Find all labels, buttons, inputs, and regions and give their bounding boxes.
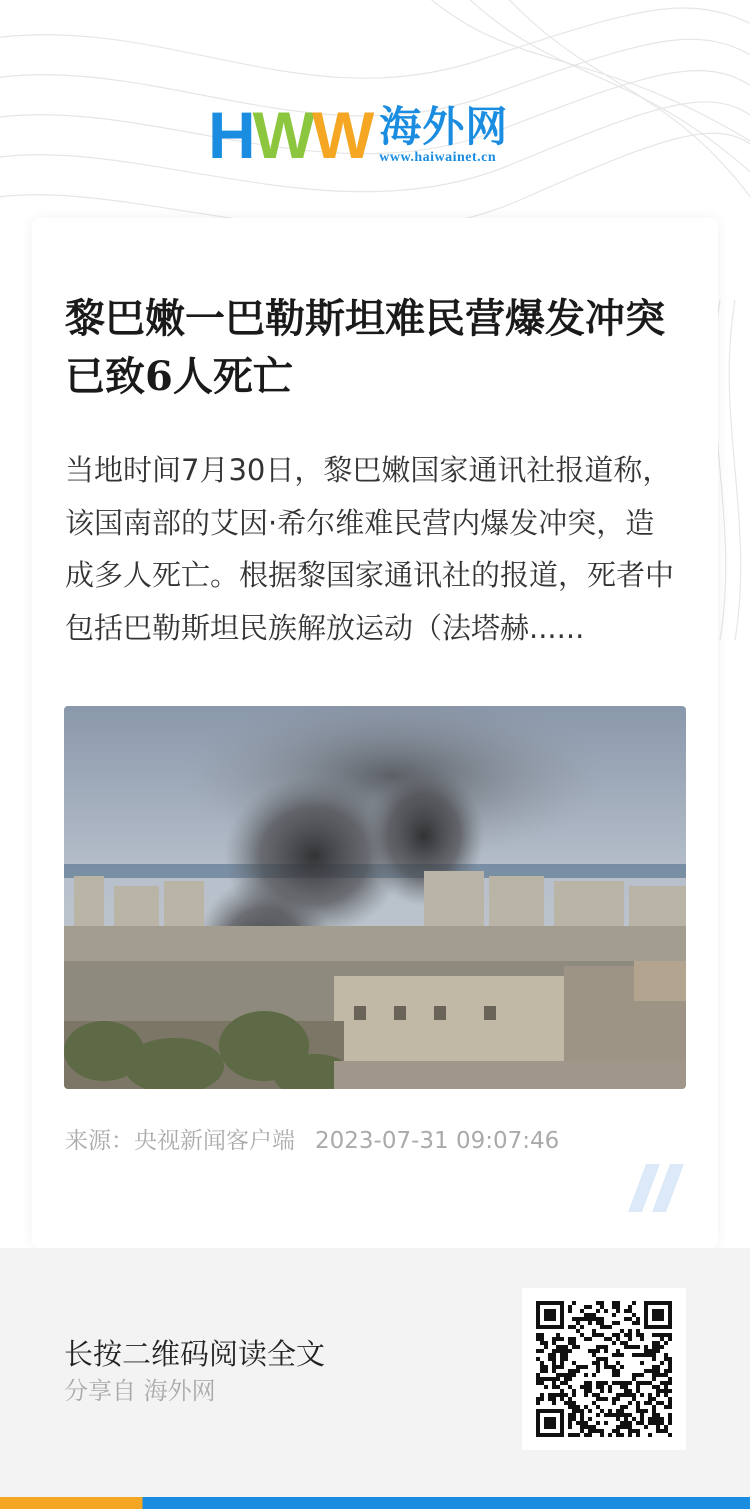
shared-from-label: 分享自 海外网 (64, 1377, 216, 1405)
article-meta (65, 1126, 559, 1156)
article-summary: 当地时间7月30日，黎巴嫩国家通讯社报道称，该国南部的艾因·希尔维难民营内爆发冲突，造成多人死亡。根据黎国家通讯社的报道，死者中包括巴勒斯坦民族解放运动（法塔赫...... (65, 453, 675, 645)
long-press-qr-prompt: 长按二维码阅读全文 (64, 1337, 326, 1371)
haiwainet-logo[interactable] (208, 100, 548, 170)
qr-code[interactable] (522, 1288, 686, 1450)
logo-letter-w-green: W (252, 98, 312, 172)
article-title: 黎巴嫩一巴勒斯坦难民营爆发冲突 已致6人死亡 (65, 295, 665, 400)
logo-url: www.haiwainet.cn (379, 150, 497, 165)
smoke-over-city-image (64, 706, 686, 1089)
article-datetime: 2023-07-31 09:07:46 (315, 1128, 560, 1154)
quote-slash-icon (628, 1164, 688, 1212)
share-footer (0, 1248, 750, 1498)
qr-code-pattern (536, 1301, 672, 1437)
article-source: 来源：央视新闻客户端 (65, 1128, 295, 1154)
article-card (32, 218, 718, 1248)
logo-chinese-name: 海外网 (379, 102, 509, 151)
logo-hww-mark (208, 98, 372, 172)
logo-letter-h: H (208, 98, 253, 172)
logo-letter-w-orange: W (311, 98, 372, 172)
news-photo (64, 706, 686, 1089)
brand-color-bar (0, 1497, 750, 1509)
